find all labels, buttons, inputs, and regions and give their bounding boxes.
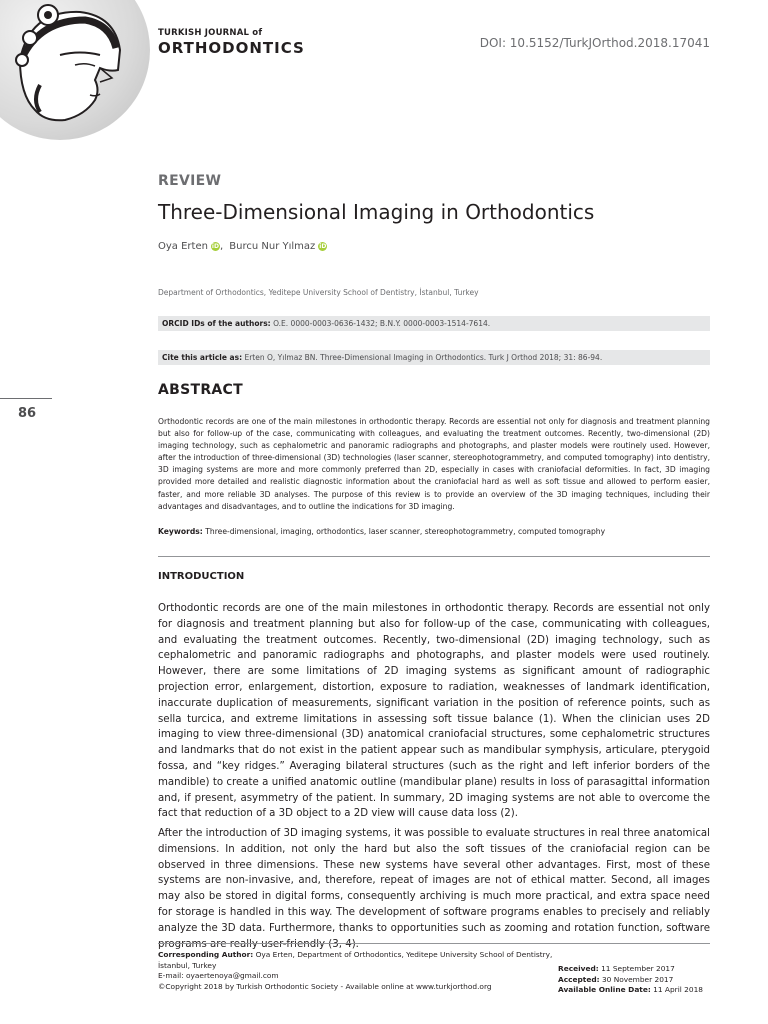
introduction-heading: INTRODUCTION bbox=[158, 571, 245, 582]
article-title: Three-Dimensional Imaging in Orthodontics bbox=[158, 200, 595, 224]
journal-name-big: ORTHODONTICS bbox=[158, 39, 305, 57]
corr-text: Oya Erten, Department of Orthodontics, Yeditepe University School of Dentistry, İstanbul, Turkey bbox=[158, 950, 553, 970]
author-separator: , bbox=[219, 241, 227, 252]
citation-bar bbox=[158, 350, 710, 365]
accepted-label: Accepted: bbox=[558, 974, 600, 984]
authors bbox=[158, 241, 327, 252]
divider bbox=[158, 556, 710, 557]
author-2: Burcu Nur Yılmaz bbox=[229, 241, 316, 252]
accepted-date: 30 November 2017 bbox=[601, 974, 674, 984]
orcid-bar bbox=[158, 316, 710, 331]
footer-correspondence bbox=[158, 950, 553, 992]
online-date: 11 April 2018 bbox=[653, 985, 703, 994]
journal-name-small: TURKISH JOURNAL of bbox=[158, 28, 263, 38]
orcid-icon[interactable]: iD bbox=[211, 243, 219, 250]
page-number: 86 bbox=[18, 406, 37, 421]
footer-divider bbox=[158, 943, 710, 944]
cite-label: Cite this article as: bbox=[162, 353, 243, 362]
article-type: REVIEW bbox=[158, 173, 222, 189]
footer-dates bbox=[558, 964, 703, 996]
orcid-ids: O.E. 0000-0003-0636-1432; B.N.Y. 0000-0003-1514-7614. bbox=[273, 319, 491, 328]
cite-text: Erten O, Yılmaz BN. Three-Dimensional Imaging in Orthodontics. Turk J Orthod 2018; 31: 86-94. bbox=[244, 353, 603, 362]
corr-email[interactable]: E-mail: oyaertenoya@gmail.com bbox=[158, 971, 279, 980]
doi[interactable]: DOI: 10.5152/TurkJOrthod.2018.17041 bbox=[479, 36, 710, 50]
keywords bbox=[158, 527, 710, 536]
orcid-icon[interactable]: iD bbox=[319, 243, 327, 250]
received-date: 11 September 2017 bbox=[601, 964, 675, 973]
helmeted-head-logo-icon bbox=[0, 0, 150, 140]
online-label: Available Online Date: bbox=[558, 985, 651, 994]
introduction-paragraph-1: Orthodontic records are one of the main milestones in orthodontic therapy. Records are essential not only for diagnosis and treatment planning but also for follow-up of the case, communicating with colleagues, and evaluating the treatment outcomes. Recently, two-dimensional (2D) imaging technology, such as cephalometric and panoramic radiographs and photographs, and plaster models were used routinely. However, there are some limitations of 2D imaging systems as significant amount of radiographic projection error, enlargement, distortion, exposure to radiation, weaknesses of landmark identification, inaccurate duplication of measurements, significant variation in the position of reference points, such as sella turcica, and extreme limitations in assessing soft tissue balance (1). When the clinician uses 2D imaging to view three-dimensional (3D) anatomical craniofacial structures, some cephalometric structures and landmarks that do not exist in the patient appear such as mandibular symphysis, articulare, pterygoid fossa, and “key ridges.” Averaging bilateral structures (such as the right and left inferior borders of the mandible) to create a unified anatomic outline (mandibular plane) results in loss of parasagittal information and, if present, asymmetry of the patient. In summary, 2D imaging systems are not able to overcome the fact that reduction of a 3D object to a 2D view will cause data loss (2). bbox=[158, 603, 710, 820]
journal-name bbox=[158, 28, 305, 57]
author-1: Oya Erten bbox=[158, 241, 208, 252]
corr-label: Corresponding Author: bbox=[158, 950, 254, 959]
affiliation: Department of Orthodontics, Yeditepe University School of Dentistry, İstanbul, Turkey bbox=[158, 288, 479, 297]
orcid-label: ORCID IDs of the authors: bbox=[162, 319, 271, 328]
keywords-list: Three-dimensional, imaging, orthodontics, laser scanner, stereophotogrammetry, computed tomography bbox=[205, 527, 606, 536]
abstract-text: Orthodontic records are one of the main milestones in orthodontic therapy. Records are essential not only for diagnosis and treatment planning but also for follow-up of the case, communicating with colleagues, and evaluating the treatment outcomes. Recently, two-dimensional (2D) imaging technology, such as cephalometric and panoramic radiographs and photographs, and plaster models were routinely used. However, after the introduction of three-dimensional (3D) technologies (laser scanner, stereophotogrammetry, and computed tomography) into dentistry, 3D imaging systems are more and more commonly preferred than 2D, especially in cases with craniofacial deformities. In fact, 3D imaging provided more detailed and realistic diagnostic information about the craniofacial hard as well as soft tissue and allowed to perform easier, faster, and more reliable 3D analyses. The purpose of this review is to provide an overview of the 3D imaging techniques, including their advantages and disadvantages, and to outline the indications for 3D imaging. bbox=[158, 417, 710, 511]
received-label: Received: bbox=[558, 964, 599, 973]
keywords-label: Keywords: bbox=[158, 527, 203, 536]
introduction-paragraph-2: After the introduction of 3D imaging systems, it was possible to evaluate structures in real three anatomical dimensions. In addition, not only the hard but also the soft tissues of the craniofacial region can be observed in three dimensions. These new systems have several other advantages. First, most of these systems are non-invasive, and, therefore, repeat of images are not of ethical matter. Second, all images may also be stored in digital forms, consequently archiving is much more practical, and extra space need for storage is handled in this way. The development of software programs enables to precisely and reliably analyze the 3D data. Furthermore, thanks to opportunities such as zooming and rotation function, software programs are really user-friendly (3, 4). bbox=[158, 828, 710, 950]
copyright: ©Copyright 2018 by Turkish Orthodontic Society - Available online at www.turkjorthod.org bbox=[158, 981, 492, 991]
abstract-heading: ABSTRACT bbox=[158, 382, 243, 398]
page-number-rule bbox=[0, 398, 52, 399]
